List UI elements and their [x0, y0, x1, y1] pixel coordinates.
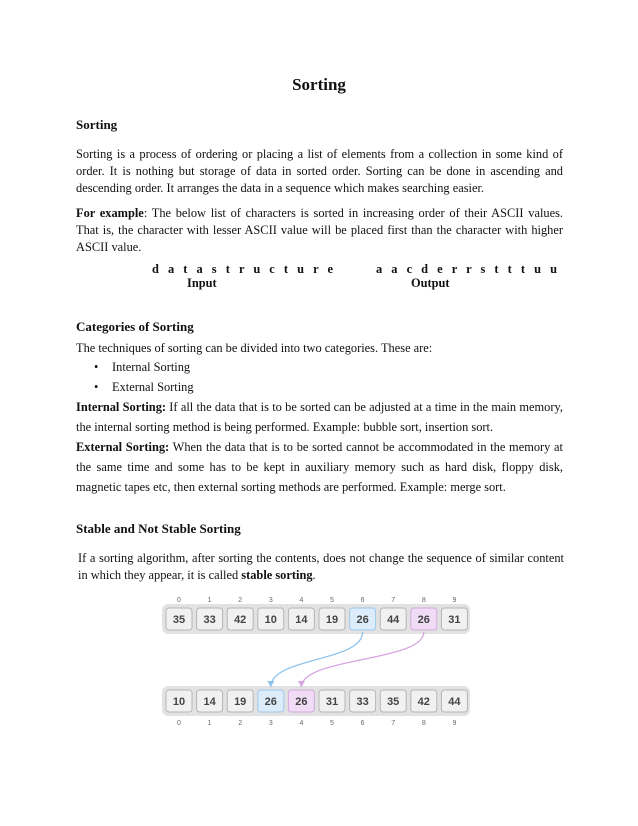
stable-sorting-heading: Stable and Not Stable Sorting: [76, 521, 241, 536]
intro-paragraph: Sorting is a process of ordering or placing a list of elements from a collection in some kind of order. It is nothing but storage of data in sorted order. Sorting can be done in ascending and descending order. It arranges the data in a sequence which makes searching easier.: [76, 147, 563, 195]
example-text: : The below list of characters is sorted in increasing order of their ASCII values. That is, the character with lesser ASCII value will be placed first than the character with higher ASCII value.: [76, 206, 563, 254]
output-array-cell-value: 26: [295, 696, 308, 708]
internal-sorting-text: If all the data that is to be sorted can be adjusted at a time in the main memory, the internal sorting method is being performed. Example: bubble sort, insertion sort.: [76, 400, 563, 434]
input-array-cell-value: 33: [203, 614, 216, 626]
page-title: Sorting: [292, 75, 346, 94]
output-array-cell-value: 19: [234, 696, 247, 708]
external-sorting-paragraph: [76, 437, 563, 497]
stable-sort-diagram: [160, 594, 478, 734]
input-label: Input: [187, 276, 217, 290]
output-array-index-label: 9: [452, 720, 457, 727]
bullet-icon: •: [94, 380, 99, 394]
internal-sorting-paragraph: [76, 397, 563, 437]
output-array-cell-value: 42: [417, 696, 430, 708]
input-array-cell-value: 10: [264, 614, 277, 626]
list-item: [76, 357, 194, 377]
output-array-index-label: 2: [238, 720, 243, 727]
output-array-index-label: 0: [177, 720, 181, 727]
output-sequence: a a c d e r r s t t t u u: [376, 262, 560, 276]
input-array-index-label: 7: [391, 597, 396, 604]
categories-intro: The techniques of sorting can be divided into two categories. These are:: [76, 341, 433, 355]
input-array-cell-value: 35: [172, 614, 186, 626]
internal-sorting-label: Internal Sorting:: [76, 400, 167, 414]
output-array-index-label: 4: [299, 720, 304, 727]
output-array-index-label: 8: [421, 720, 426, 727]
external-sorting-text: When the data that is to be sorted cannot be accommodated in the memory at the same time and some has to be kept in auxiliary memory such as hard disk, floppy disk, magnetic tapes etc, then external sorting methods are performed. Example: merge sort.: [76, 440, 563, 494]
stable-sort-figure: [160, 594, 478, 734]
input-array-cell-value: 26: [417, 614, 430, 626]
output-array-index-label: 7: [391, 720, 396, 727]
output-array-index-label: 3: [268, 720, 273, 727]
categories-heading: Categories of Sorting: [76, 319, 194, 334]
input-array-index-label: 5: [330, 597, 334, 604]
list-item: [76, 377, 194, 397]
input-array-index-label: 1: [207, 597, 212, 604]
list-item-label: External Sorting: [112, 380, 194, 394]
list-item-label: Internal Sorting: [112, 360, 191, 374]
input-array-index-label: 9: [452, 597, 457, 604]
stable-text-after: .: [312, 568, 316, 582]
input-array-index-label: 8: [421, 597, 426, 604]
output-array-cell-value: 35: [387, 696, 400, 708]
output-array-cell-value: 14: [203, 696, 216, 708]
output-array-cell-value: 44: [448, 696, 461, 708]
input-sequence: d a t a s t r u c t u r e: [152, 262, 336, 276]
example-label: For example: [76, 206, 144, 220]
example-paragraph: [76, 205, 563, 256]
output-array-index-label: 6: [360, 720, 365, 727]
section-heading: Sorting: [76, 117, 118, 132]
external-sorting-label: External Sorting:: [76, 440, 170, 454]
purple-move-arrow: [301, 632, 423, 687]
input-array-cell-value: 44: [387, 614, 400, 626]
input-array-index-label: 4: [299, 597, 304, 604]
input-array-cell-value: 42: [234, 614, 247, 626]
input-array-index-label: 6: [360, 597, 365, 604]
stable-text-before: If a sorting algorithm, after sorting the contents, does not change the sequence of similar content in which they appear, it is called: [78, 551, 564, 582]
output-array-index-label: 5: [330, 720, 334, 727]
input-array-cell-value: 14: [295, 614, 308, 626]
input-array-cell-value: 26: [356, 614, 369, 626]
input-array-index-label: 3: [268, 597, 273, 604]
input-array-index-label: 0: [177, 597, 181, 604]
output-array-cell-value: 33: [356, 696, 369, 708]
output-array-index-label: 1: [207, 720, 212, 727]
output-array-cell-value: 10: [172, 696, 186, 708]
categories-list: [76, 357, 194, 397]
output-label: Output: [411, 276, 450, 290]
blue-move-arrow: [271, 632, 363, 687]
output-array-cell-value: 26: [264, 696, 277, 708]
output-array-cell-value: 31: [325, 696, 339, 708]
input-array-index-label: 2: [238, 597, 243, 604]
bullet-icon: •: [94, 360, 99, 374]
input-array-cell-value: 19: [325, 614, 339, 626]
stable-sorting-paragraph: [78, 550, 564, 584]
input-array-cell-value: 31: [448, 614, 461, 626]
stable-sorting-term: stable sorting: [241, 568, 313, 582]
